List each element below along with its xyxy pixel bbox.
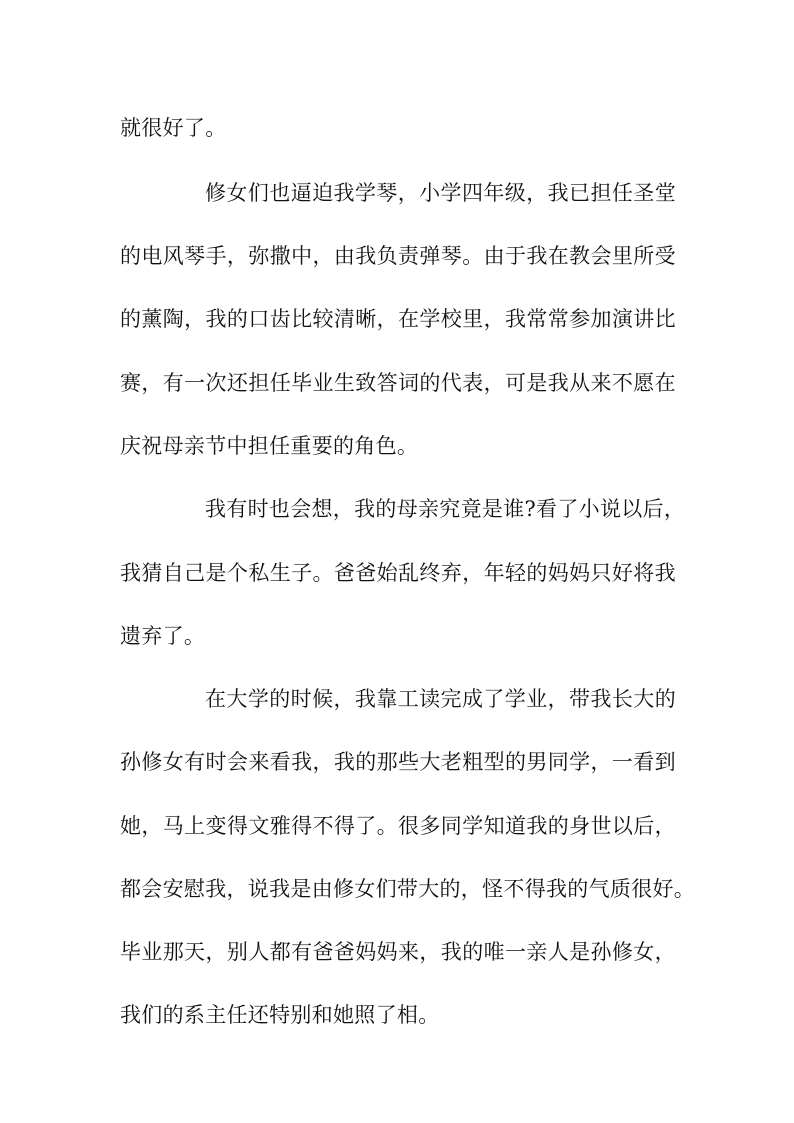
text-line: 遗弃了。	[120, 624, 206, 648]
text-line: 毕业那天，别人都有爸爸妈妈来，我的唯一亲人是孙修女，	[120, 940, 676, 964]
text-line: 就很好了。	[120, 116, 227, 140]
text-line: 赛，有一次还担任毕业生致答词的代表，可是我从来不愿在	[120, 371, 676, 395]
text-line: 孙修女有时会来看我，我的那些大老粗型的男同学，一看到	[120, 750, 676, 774]
text-line: 的薰陶，我的口齿比较清晰，在学校里，我常常参加演讲比	[120, 307, 676, 331]
text-line: 我猜自己是个私生子。爸爸始乱终弃，年轻的妈妈只好将我	[120, 561, 676, 585]
paragraph-first-line: 修女们也逼迫我学琴，小学四年级，我已担任圣堂	[205, 181, 676, 205]
text-line: 我们的系主任还特别和她照了相。	[120, 1003, 440, 1027]
text-line: 她，马上变得文雅得不得了。很多同学知道我的身世以后，	[120, 814, 676, 838]
text-line: 的电风琴手，弥撒中，由我负责弹琴。由于我在教会里所受	[120, 244, 676, 268]
paragraph-first-line: 我有时也会想，我的母亲究竟是谁?看了小说以后，	[205, 497, 686, 521]
text-line: 都会安慰我，说我是由修女们带大的，怪不得我的气质很好。	[120, 877, 696, 901]
paragraph-first-line: 在大学的时候，我靠工读完成了学业，带我长大的	[205, 687, 676, 711]
text-line: 庆祝母亲节中担任重要的角色。	[120, 434, 419, 458]
